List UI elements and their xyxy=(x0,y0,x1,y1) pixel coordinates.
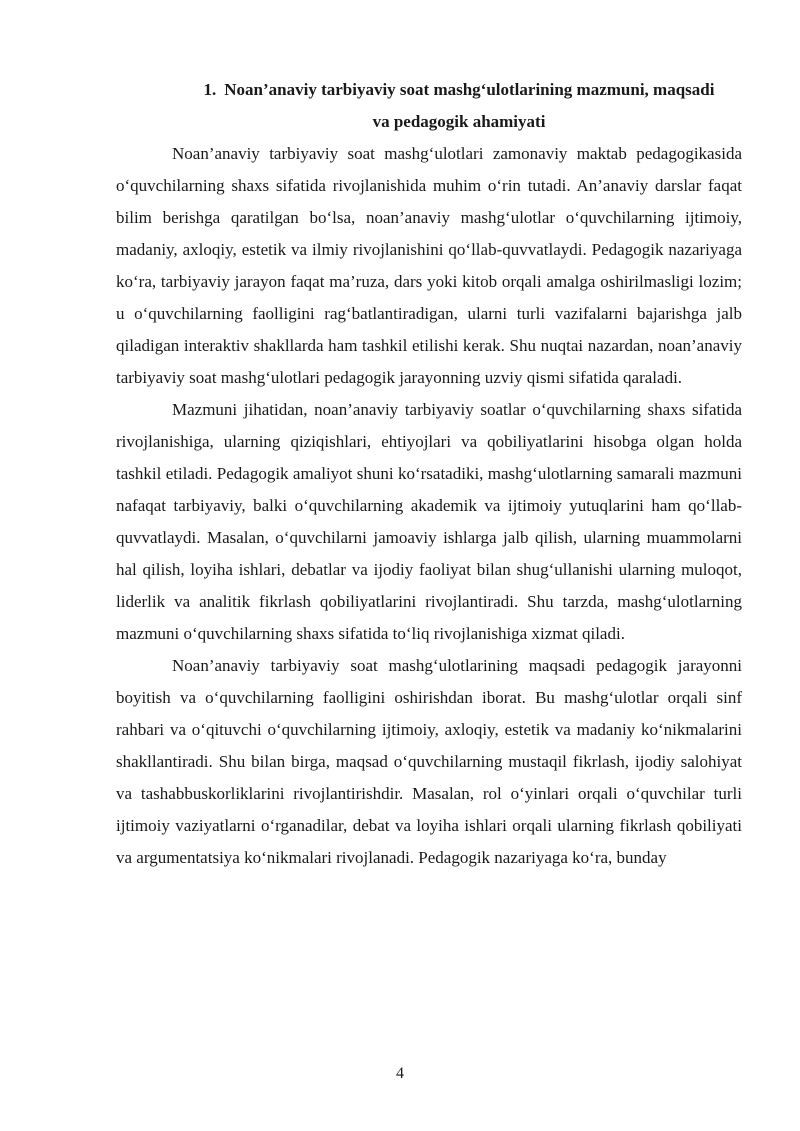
paragraph-2: Mazmuni jihatidan, noan’anaviy tarbiyaviy soatlar o‘quvchilarning shaxs sifatida rivojlanishiga, ularning qiziqishlari, ehtiyojlari va qobiliyatlarini hisobga olgan holda tashkil etiladi. Pedagogik amaliyot shuni ko‘rsatadiki, mashg‘ulotlarning samarali mazmuni nafaqat tarbiyaviy, balki o‘quvchilarning akademik va ijtimoiy yutuqlarini ham qo‘llab-quvvatlaydi. Masalan, o‘quvchilarni jamoaviy ishlarga jalb qilish, ularning muammolarni hal qilish, loyiha ishlari, debatlar va ijodiy faoliyat bilan shug‘ullanishi ularning muloqot, liderlik va analitik fikrlash qobiliyatlarini rivojlantiradi. Shu tarzda, mashg‘ulotlarning mazmuni o‘quvchilarning shaxs sifatida to‘liq rivojlanishiga xizmat qiladi. xyxy=(116,400,742,643)
section-title-line-2: va pedagogik ahamiyati xyxy=(372,112,546,131)
section-number: 1. xyxy=(203,80,217,99)
paragraph-1: Noan’anaviy tarbiyaviy soat mashg‘ulotlari zamonaviy maktab pedagogikasida o‘quvchilarning shaxs sifatida rivojlanishida muhim o‘rin tutadi. An’anaviy darslar faqat bilim berishga qaratilgan bo‘lsa, noan’anaviy mashg‘ulotlar o‘quvchilarning ijtimoiy, madaniy, axloqiy, estetik va ilmiy rivojlanishini qo‘llab-quvvatlaydi. Pedagogik nazariyaga ko‘ra, tarbiyaviy jarayon faqat ma’ruza, dars yoki kitob orqali amalga oshirilmasligi lozim; u o‘quvchilarning faolligini rag‘batlantiradigan, ularni turli vazifalarni bajarishga jalb qiladigan interaktiv shakllarda ham tashkil etilishi kerak. Shu nuqtai nazardan, noan’anaviy tarbiyaviy soat mashg‘ulotlari pedagogik jarayonning uzviy qismi sifatida qaraladi. xyxy=(116,144,742,387)
page-number: 4 xyxy=(396,1065,404,1082)
section-title-line-1: Noan’anaviy tarbiyaviy soat mashg‘ulotlarining mazmuni, maqsadi xyxy=(224,80,715,99)
page-content xyxy=(116,74,742,874)
paragraph-3: Noan’anaviy tarbiyaviy soat mashg‘ulotlarining maqsadi pedagogik jarayonni boyitish va o‘quvchilarning faolligini oshirishdan iborat. Bu mashg‘ulotlar orqali sinf rahbari va o‘qituvchi o‘quvchilarning ijtimoiy, axloqiy, estetik va madaniy ko‘nikmalarini shakllantiradi. Shu bilan birga, maqsad o‘quvchilarning mustaqil fikrlash, ijodiy salohiyat va tashabbuskorliklarini rivojlantirishdir. Masalan, rol o‘yinlari orqali o‘quvchilar turli ijtimoiy vaziyatlarni o‘rganadilar, debat va loyiha ishlari orqali ularning fikrlash qobiliyati va argumentatsiya ko‘nikmalari rivojlanadi. Pedagogik nazariyaga ko‘ra, bunday xyxy=(116,656,742,867)
section-heading xyxy=(116,74,742,138)
